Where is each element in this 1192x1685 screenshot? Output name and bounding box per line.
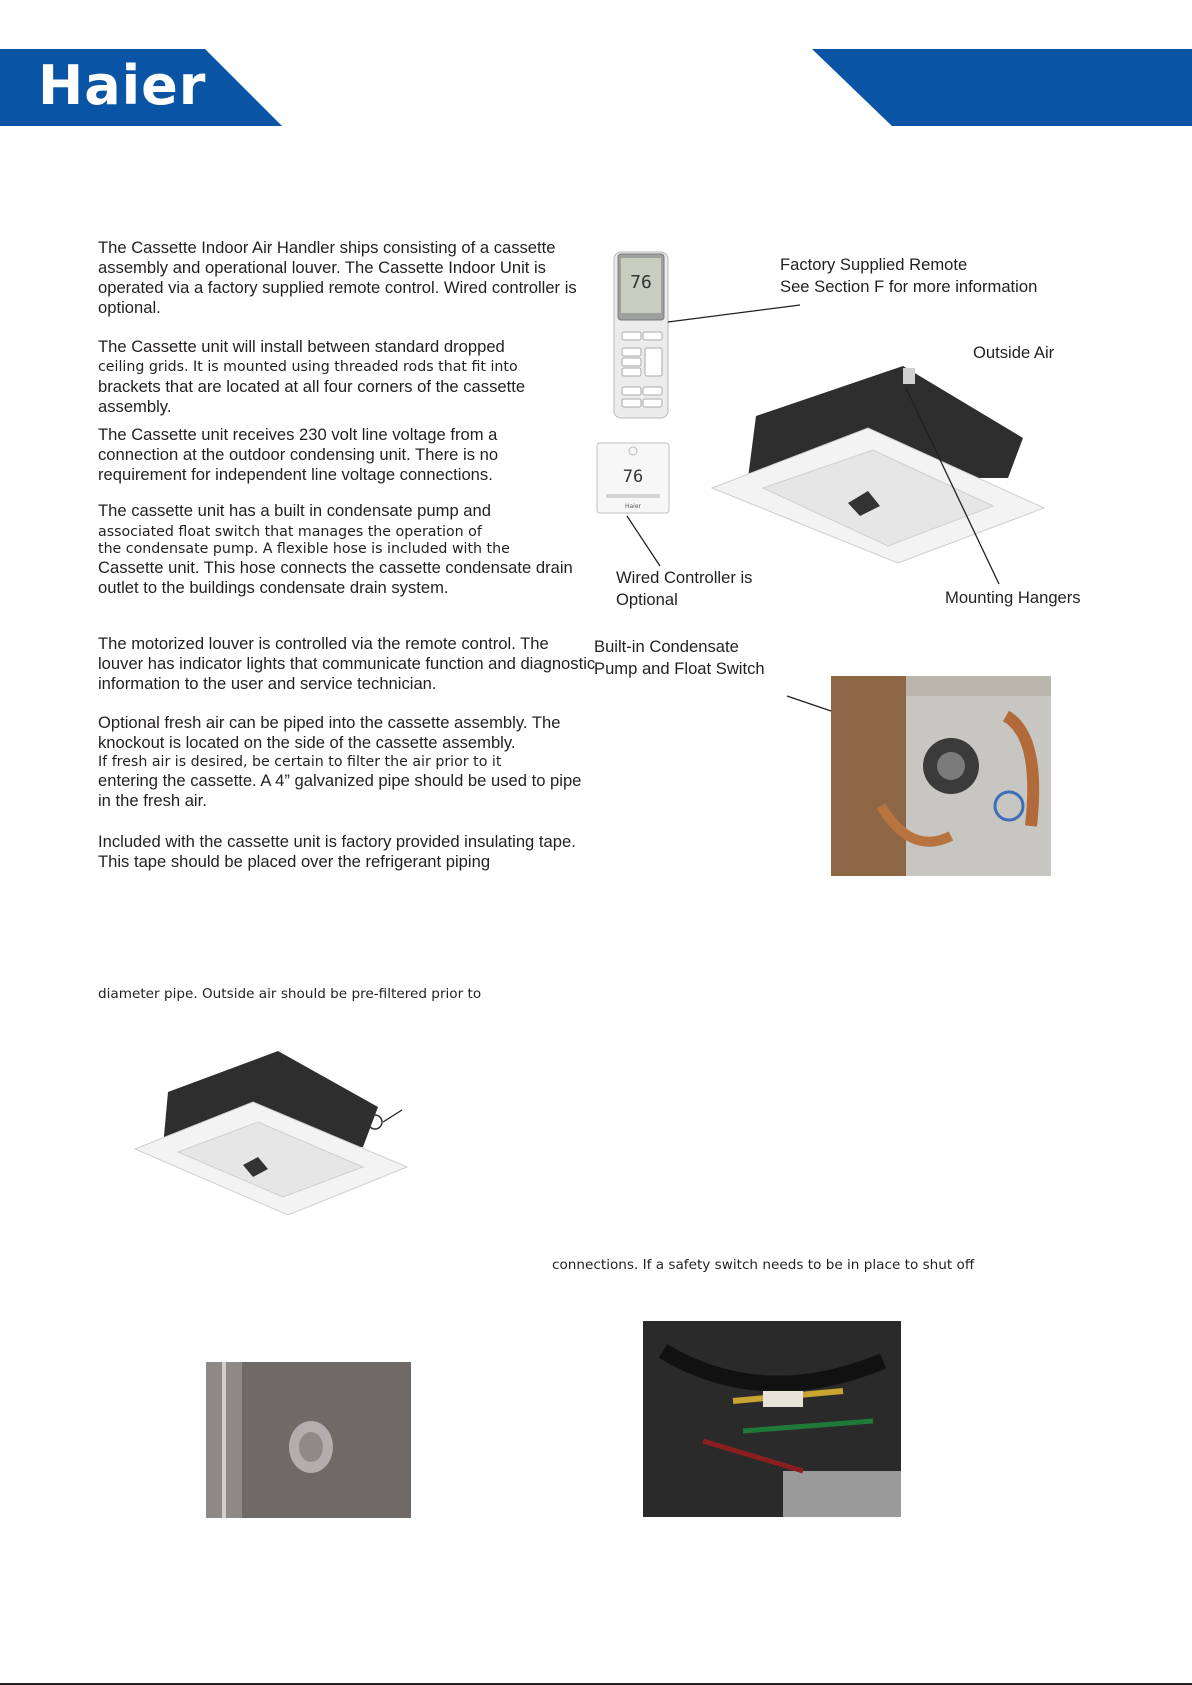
- pump-leader-line: [787, 696, 831, 711]
- paragraph-intro: The Cassette Indoor Air Handler ships consisting of a cassette assembly and operational louver. The Cassette Indoor Unit is operated via a factory supplied remote control. Wired controller is optional.: [98, 238, 577, 317]
- fresh-air-knockout-photo: [206, 1362, 411, 1518]
- fragment-diameter-pipe: diameter pipe. Outside air should be pre-filtered prior to: [98, 986, 482, 1002]
- hanger-leader-line: [906, 388, 999, 584]
- paragraph-install-line3: brackets that are located at all four corners of the cassette assembly.: [98, 377, 526, 416]
- label-outside-air: Outside Air: [973, 343, 1055, 362]
- wired-leader-line: [627, 516, 660, 566]
- paragraph-louver: The motorized louver is controlled via the remote control. The louver has indicator lights that communicate function and diagnostic information to the user and service technician.: [98, 634, 596, 693]
- paragraph-condensate-line4: Cassette unit. This hose connects the cassette condensate drain outlet to the buildings condensate drain system.: [98, 558, 573, 597]
- label-condensate-pump: [594, 636, 765, 680]
- haier-logo: Haier: [38, 54, 207, 117]
- label-remote-line1: Factory Supplied Remote: [780, 255, 968, 274]
- paragraph-install-line2: ceiling grids. It is mounted using threaded rods that fit into: [98, 359, 518, 375]
- paragraph-fresh-air-line2: If fresh air is desired, be certain to filter the air prior to it: [98, 754, 502, 770]
- paragraph-install-line1: The Cassette unit will install between standard dropped: [98, 337, 505, 356]
- wired-display-temp: 76: [622, 467, 644, 487]
- wiring-connections-photo: [643, 1321, 901, 1517]
- label-wired-controller: [616, 567, 752, 611]
- label-pump-line2: Pump and Float Switch: [594, 659, 765, 678]
- label-remote-line2: See Section F for more information: [780, 277, 1038, 296]
- label-remote: [780, 254, 1037, 298]
- paragraph-condensate-line1: The cassette unit has a built in condensate pump and: [98, 501, 491, 520]
- label-mounting-hangers: Mounting Hangers: [945, 588, 1081, 607]
- paragraph-insulating-tape: Included with the cassette unit is factory provided insulating tape. This tape should be placed over the refrigerant piping: [98, 832, 576, 871]
- label-pump-line1: Built-in Condensate: [594, 637, 739, 656]
- paragraph-condensate-line3: the condensate pump. A flexible hose is included with the: [98, 541, 510, 557]
- paragraph-voltage: The Cassette unit receives 230 volt line voltage from a connection at the outdoor condensing unit. There is no requirement for independent line voltage connections.: [98, 425, 499, 484]
- fragment-connections: connections. If a safety switch needs to be in place to shut off: [552, 1257, 975, 1273]
- remote-leader-line: [668, 305, 800, 322]
- knockout-leader-line: [383, 1110, 402, 1122]
- label-wired-line1: Wired Controller is: [616, 568, 753, 587]
- wired-brand: Haier: [624, 503, 642, 510]
- paragraph-condensate-line2: associated float switch that manages the operation of: [98, 524, 482, 540]
- paragraph-fresh-air-line1: Optional fresh air can be piped into the cassette assembly. The knockout is located on the side of the cassette assembly.: [98, 713, 561, 752]
- remote-display-temp: 76: [630, 272, 652, 293]
- label-wired-line2: Optional: [616, 590, 678, 609]
- paragraph-fresh-air-line3: entering the cassette. A 4” galvanized pipe should be used to pipe in the fresh air.: [98, 771, 582, 810]
